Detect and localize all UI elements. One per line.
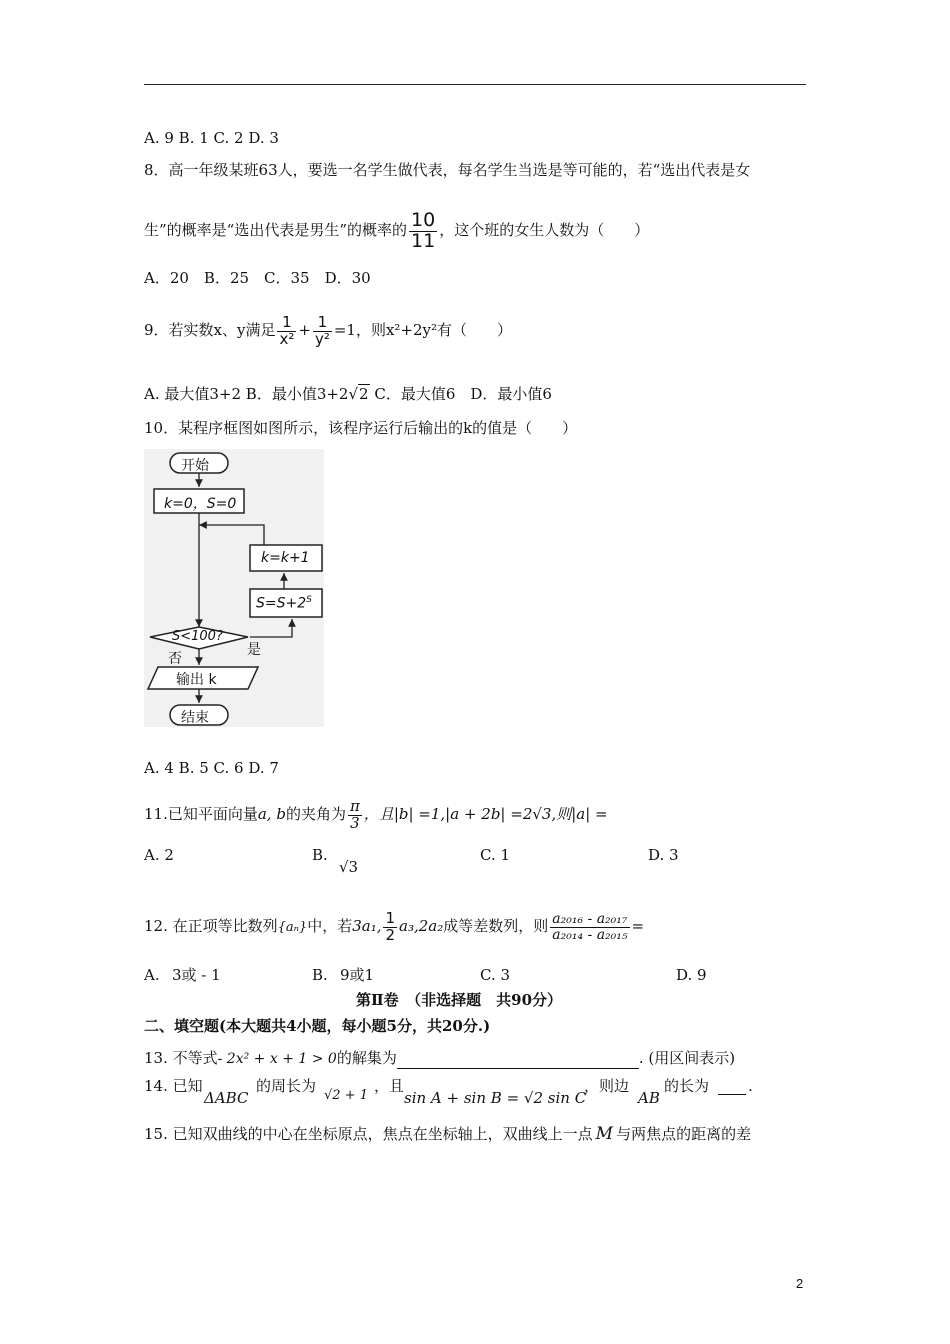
q9-frac-1 <box>277 312 296 348</box>
flow-update-text: S=S+2 <box>256 595 307 612</box>
q12-terms-b: a₃,2a₂ <box>399 917 444 935</box>
q8-text-b: ，这个班的女生人数为（ ） <box>439 221 650 239</box>
q11-stem <box>144 790 608 838</box>
q12-options <box>144 965 804 987</box>
q8-line2 <box>144 208 649 252</box>
flow-cond-label: S<100? <box>172 629 223 644</box>
q13-answer-blank[interactable] <box>397 1050 639 1069</box>
part2-title: 第Ⅱ卷 （非选择题 共90分） <box>356 991 563 1009</box>
q9-sqrt-value: 2 <box>359 385 369 403</box>
q13-suffix: . (用区间表示) <box>638 1049 736 1067</box>
q12-half-den: 2 <box>385 925 396 944</box>
q12-half <box>383 908 397 944</box>
q9-options <box>144 384 552 404</box>
q11-angle-den: 3 <box>350 813 360 832</box>
q12-ratio-den: a₂₀₁₄ - a₂₀₁₅ <box>552 926 628 943</box>
q12-opt-b-value: 9或1 <box>340 966 375 984</box>
q12-mid: 中，若 <box>307 917 353 935</box>
q11-opt-b: B. <box>312 846 328 864</box>
q14-triangle: ΔABC <box>204 1089 249 1107</box>
q14-mid1: 的周长为 <box>256 1077 317 1095</box>
q14-answer-blank[interactable] <box>718 1076 746 1095</box>
q13-stem <box>144 1048 735 1069</box>
q11-options <box>144 845 804 879</box>
q9-frac2-num: 1 <box>313 315 332 332</box>
flow-output-label: 输出 k <box>176 672 217 688</box>
q14-prefix: 14. 已知 <box>144 1077 203 1095</box>
q11-prefix: 11.已知平面向量 <box>144 805 258 823</box>
flow-update-exp: S <box>306 595 312 605</box>
q9-stem <box>144 302 512 358</box>
q12-equals: = <box>631 917 645 935</box>
q9-frac2-den: y² <box>314 329 330 348</box>
q10-options: A. 4 B. 5 C. 6 D. 7 <box>144 759 279 777</box>
q8-fraction <box>409 208 437 252</box>
flow-start-label: 开始 <box>181 458 209 474</box>
q9-options-b: C．最大值6 D．最小值6 <box>369 385 552 403</box>
q13-expression: - 2x² + x + 1 > 0 <box>217 1051 337 1067</box>
q7-options: A. 9 B. 1 C. 2 D. 3 <box>144 129 279 147</box>
q12-opt-a: A. <box>144 966 160 984</box>
q12-stem <box>144 900 644 954</box>
q13-prefix: 13. 不等式 <box>144 1049 218 1067</box>
q8-options: A．20 B．25 C．35 D．30 <box>144 269 371 287</box>
q13-mid: 的解集为 <box>336 1049 397 1067</box>
q11-angle <box>348 796 362 832</box>
q8-line1: 8．高一年级某班63人，要选一名学生做代表，每名学生当选是等可能的，若“选出代表是女 <box>144 161 751 179</box>
q14-mid2: ，且 <box>374 1077 405 1095</box>
flow-inc-label: k=k+1 <box>261 550 310 566</box>
q12-sequence: {aₙ} <box>277 920 308 935</box>
q15-suffix: 与两焦点的距离的差 <box>616 1125 752 1143</box>
q12-ratio-num: a₂₀₁₆ - a₂₀₁₇ <box>552 910 628 927</box>
q11-vectors: a, b <box>257 805 286 823</box>
q12-terms-a: 3a₁, <box>352 917 382 935</box>
flow-update-label <box>256 595 312 612</box>
q12-prefix: 12. 在正项等比数列 <box>144 917 278 935</box>
q14-end: . <box>748 1077 753 1095</box>
q14-stem <box>144 1076 804 1112</box>
q14-suffix: 的长为 <box>664 1077 710 1095</box>
flow-end-label: 结束 <box>181 710 209 726</box>
q12-half-num: 1 <box>385 908 396 927</box>
q11-condition: ，且|b| =1,|a + 2b| =2√3,则|a| = <box>363 805 608 823</box>
q8-text-a: 生”的概率是“选出代表是男生”的概率的 <box>144 221 408 239</box>
q9-options-a: A. 最大值3+2 B．最小值3+2 <box>144 385 349 403</box>
q12-ratio <box>550 912 629 942</box>
q15-prefix: 15. 已知双曲线的中心在坐标原点，焦点在坐标轴上，双曲线上一点 <box>144 1125 593 1143</box>
q12-opt-d: D. 9 <box>676 966 707 984</box>
q10-stem: 10．某程序框图如图所示，该程序运行后输出的k的值是（ ） <box>144 419 578 437</box>
q12-opt-b: B. <box>312 966 328 984</box>
q14-condition: sin A + sin B = √2 sin C <box>404 1089 587 1107</box>
q11-angle-num: π <box>349 796 360 815</box>
flowchart <box>144 449 324 727</box>
q14-side: AB <box>638 1089 660 1107</box>
q11-opt-a: A. 2 <box>144 846 174 864</box>
q11-opt-d: D. 3 <box>648 846 679 864</box>
flow-no-label: 否 <box>168 651 182 667</box>
q14-perimeter: √2 + 1 <box>324 1088 368 1103</box>
q9-frac1-den: x² <box>279 329 295 348</box>
q8-frac-num: 10 <box>411 208 436 231</box>
q12-opt-a-value: 3或 - 1 <box>172 966 221 984</box>
page-number: 2 <box>796 1276 804 1291</box>
flow-yes-label: 是 <box>247 642 261 658</box>
q14-mid3: ，则边 <box>584 1077 630 1095</box>
header-rule <box>144 84 806 85</box>
q11-opt-b-value: √3 <box>339 858 359 876</box>
q11-mid: 的夹角为 <box>285 805 346 823</box>
q11-opt-c: C. 1 <box>480 846 511 864</box>
q12-opt-c: C. 3 <box>480 966 511 984</box>
sqrt-symbol: √ <box>348 385 359 403</box>
flowchart-graphics <box>144 449 324 727</box>
q12-mid2: 成等差数列，则 <box>443 917 549 935</box>
q8-frac-den: 11 <box>411 229 436 252</box>
q9-plus: + <box>298 321 311 339</box>
q9-suffix: =1，则x²+2y²有（ ） <box>333 321 513 339</box>
q9-frac1-num: 1 <box>277 315 296 332</box>
q15-stem <box>144 1124 751 1144</box>
flow-init-label: k=0，S=0 <box>164 496 237 512</box>
q9-frac-2 <box>313 312 332 348</box>
section-fill-in: 二、填空题(本大题共4小题，每小题5分，共20分.) <box>144 1017 491 1035</box>
q15-point: M <box>595 1124 614 1144</box>
q9-prefix: 9．若实数x、y满足 <box>144 321 276 339</box>
